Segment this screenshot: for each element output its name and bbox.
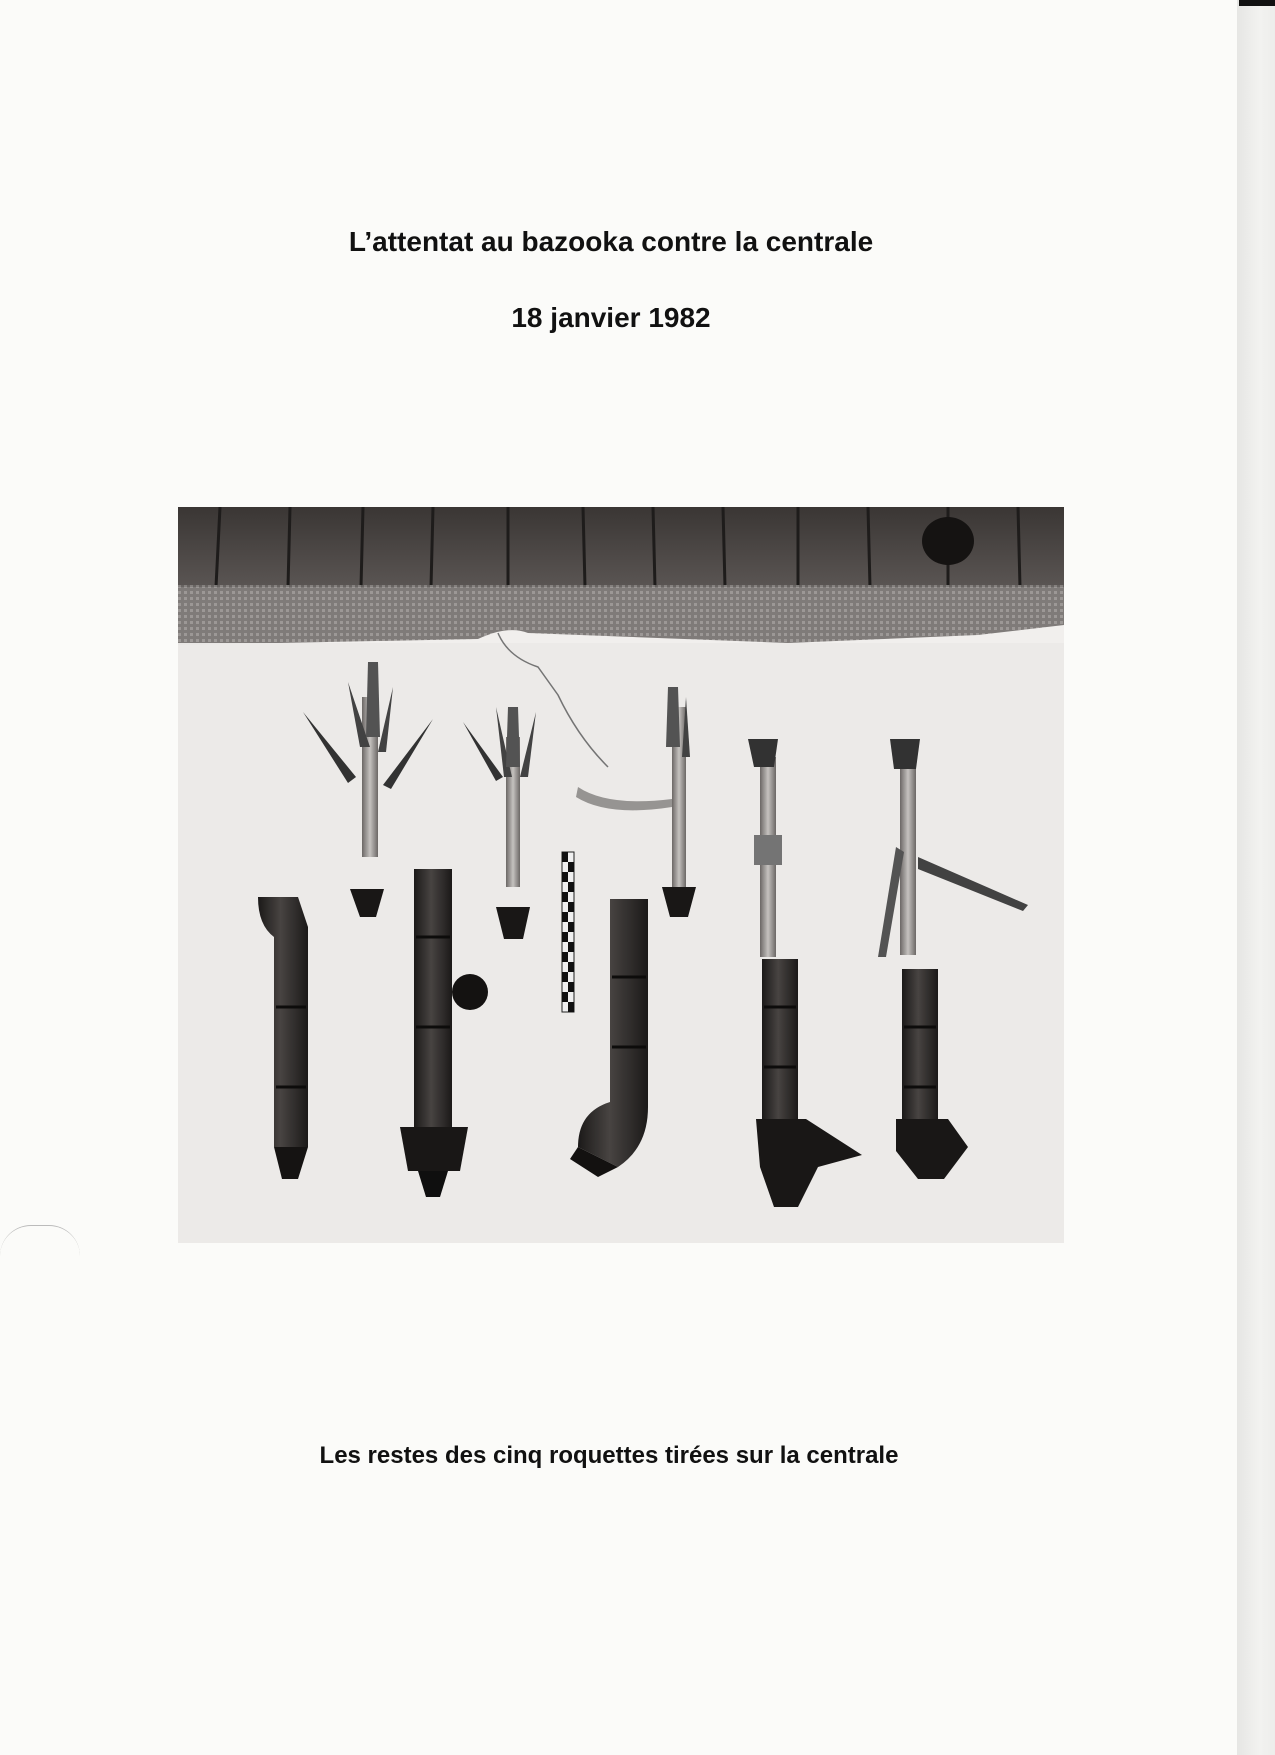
page-edge-shadow (1237, 0, 1275, 1755)
document-date: 18 janvier 1982 (511, 302, 711, 333)
photo-caption: Les restes des cinq roquettes tirées sur la centrale (319, 1442, 899, 1469)
document-title: L’attentat au bazooka contre la centrale (348, 226, 874, 257)
scan-corner-mark (1239, 0, 1275, 6)
rocket-remains-photo (178, 507, 1064, 1243)
